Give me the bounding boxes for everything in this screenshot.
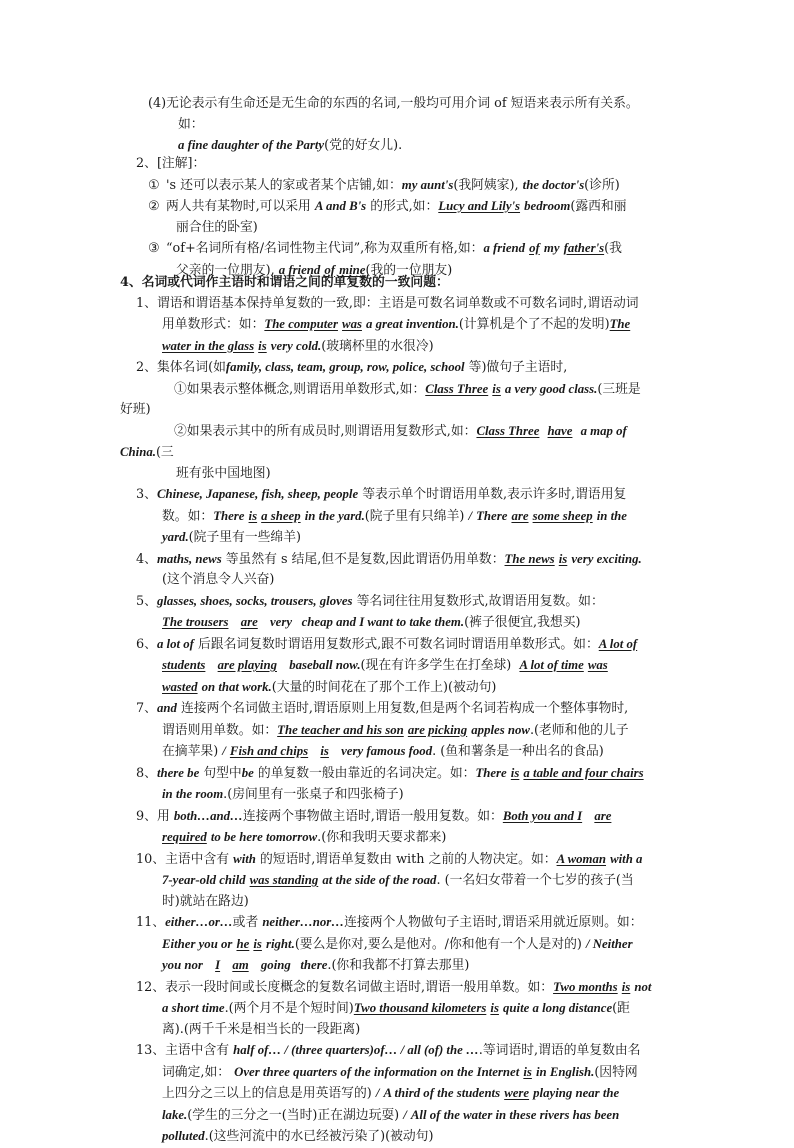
rule-6-cont2: wasted on that work.(大量的时间花在了那个工作上)(被动句) [162,679,497,695]
note-section [136,154,627,281]
rule-3-cont2: yard.(院子里有一些绵羊) [162,530,302,545]
rule-13: 13、主语中含有 half of… / (three quarters)of… / all (of) the ….等词语时,谓语的单复数由名 [136,1043,641,1058]
rule-12-cont: a short time.(两个月不是个短时间)Two thousand kilometers is quite a long distance(距 [162,1001,630,1016]
rule-8-cont: in the room.(房间里有一张桌子和四张椅子) [162,787,404,802]
note-item-3-cont: 父亲的一位朋友), a friend of mine(我的一位朋友) [176,262,453,278]
rule-2-1: ①如果表示整体概念,则谓语用单数形式,如：Class Three is a very good class.(三班是 [174,381,641,397]
rule-7-cont: 谓语则用单数。如：The teacher and his son are picking apples now.(老师和他的儿子 [162,722,629,738]
note-item-3: ③ “of+名词所有格/名词性物主代词”,称为双重所有格,如：a friend of my father's(我 [148,241,622,256]
rule-7-cont2: 在摘苹果) / Fish and chips is very famous food. (鱼和薯条是一种出名的食品) [162,744,604,759]
rule-2: 2、集体名词(如family, class, team, group, row, police, school 等)做句子主语时, [136,360,568,375]
rule-3: 3、Chinese, Japanese, fish, sheep, people 等表示单个时谓语用单数,表示许多时,谓语用复 [136,487,627,502]
rule-5: 5、glasses, shoes, socks, trousers, gloves 等名词往往用复数形式,故谓语用复数。如： [136,593,604,609]
rule-2-2-cont2: 班有张中国地图) [176,465,271,481]
intro-example: a fine daughter of the Party(党的好女儿). [178,138,403,153]
note-title: 2、[注解]： [136,156,206,171]
rule-10-cont: 7-year-old child was standing at the side of the road. (一名妇女带着一个七岁的孩子(当 [162,873,634,888]
note-item-1: ① 's 还可以表示某人的家或者某个店铺,如：my aunt's(我阿姨家), the doctor's(诊所) [148,177,620,193]
note-item-2: ② 两人共有某物时,可以采用 A and B's 的形式,如：Lucy and Lily's bedroom(露西和丽 [148,199,627,214]
rule-2-2: ②如果表示其中的所有成员时,则谓语用复数形式,如：Class Three have a map of [174,423,627,439]
rule-11-cont: Either you or he is right.(要么是你对,要么是他对。/你和他有一个人是对的) / Neither [162,936,633,952]
rule-10: 10、主语中含有 with 的短语时,谓语单复数由 with 之前的人物决定。如：A woman with a [136,851,643,867]
rule-13-cont4: polluted.(这些河流中的水已经被污染了)(被动句) [162,1129,434,1144]
rule-13-cont: 词确定,如： Over three quarters of the information on the Internet is in English.(因特网 [162,1064,638,1080]
intro-ru: 如： [178,116,204,132]
intro-rule: (4)无论表示有生命还是无生命的东西的名词,一般均可用介词 of 短语来表示所有关系。 [148,96,639,111]
rule-2-2-cont: China.(三 [120,445,174,460]
rule-6-cont: students are playing baseball now.(现在有许多学生在打垒球) A lot of time was [162,658,608,673]
rule-10-cont2: 时)就站在路边) [162,893,249,909]
rule-2-1-cont: 好班) [120,402,151,417]
rule-1-cont2: water in the glass is very cold.(玻璃杯里的水很冷) [162,338,434,354]
rule-4: 4、maths, news 等虽然有 s 结尾,但不是复数,因此谓语仍用单数：The news is very exciting. [136,551,642,567]
rule-11-cont2: you nor I am going there.(你和我都不打算去那里) [162,958,470,973]
note-item-2-cont: 丽合住的卧室) [176,219,258,235]
rule-3-cont: 数。如：There is a sheep in the yard.(院子里有只绵羊) / There are some sheep in the [162,508,627,524]
rule-12-cont2: 离).(两千千米是相当长的一段距离) [162,1021,361,1037]
section-4-title: 4、名词或代词作主语时和谓语之间的单复数的一致问题： [120,275,449,290]
rule-4-cont: (这个消息令人兴奋) [162,572,275,587]
rule-1: 1、谓语和谓语基本保持单复数的一致,即：主语是可数名词单数或不可数名词时,谓语动词 [136,295,639,311]
rule-8: 8、there be 句型中be 的单复数一般由靠近的名词决定。如：There is a table and four chairs [136,765,644,781]
rule-13-cont2: 上四分之三以上的信息是用英语写的) / A third of the students were playing near the [162,1086,620,1101]
section-4 [120,273,651,1148]
rule-12: 12、表示一段时间或长度概念的复数名词做主语时,谓语一般用单数。如：Two months is not [136,979,652,995]
rule-11: 11、either…or…或者 neither…nor…连接两个人物做句子主语时,谓语采用就近原则。如： [136,915,643,930]
rule-13-cont3: lake.(学生的三分之一(当时)正在湖边玩耍) / All of the water in these rivers has been [162,1107,620,1123]
intro-point-4 [148,94,639,157]
rule-5-cont: The trousers are very cheap and I want to take them.(裤子很便宜,我想买) [162,615,581,630]
rule-7: 7、and 连接两个名词做主语时,谓语原则上用复数,但是两个名词若构成一个整体事物时, [136,701,629,716]
rule-9-cont: required to be here tomorrow.(你和我明天要求都来) [162,830,447,845]
rule-6: 6、a lot of 后跟名词复数时谓语用复数形式,跟不可数名词时谓语用单数形式。如：A lot of [136,636,638,652]
rule-1-cont: 用单数形式：如：The computer was a great invention.(计算机是个了不起的发明)The [162,317,631,332]
rule-9: 9、用 both…and…连接两个事物做主语时,谓语一般用复数。如：Both you and I are [136,808,612,824]
